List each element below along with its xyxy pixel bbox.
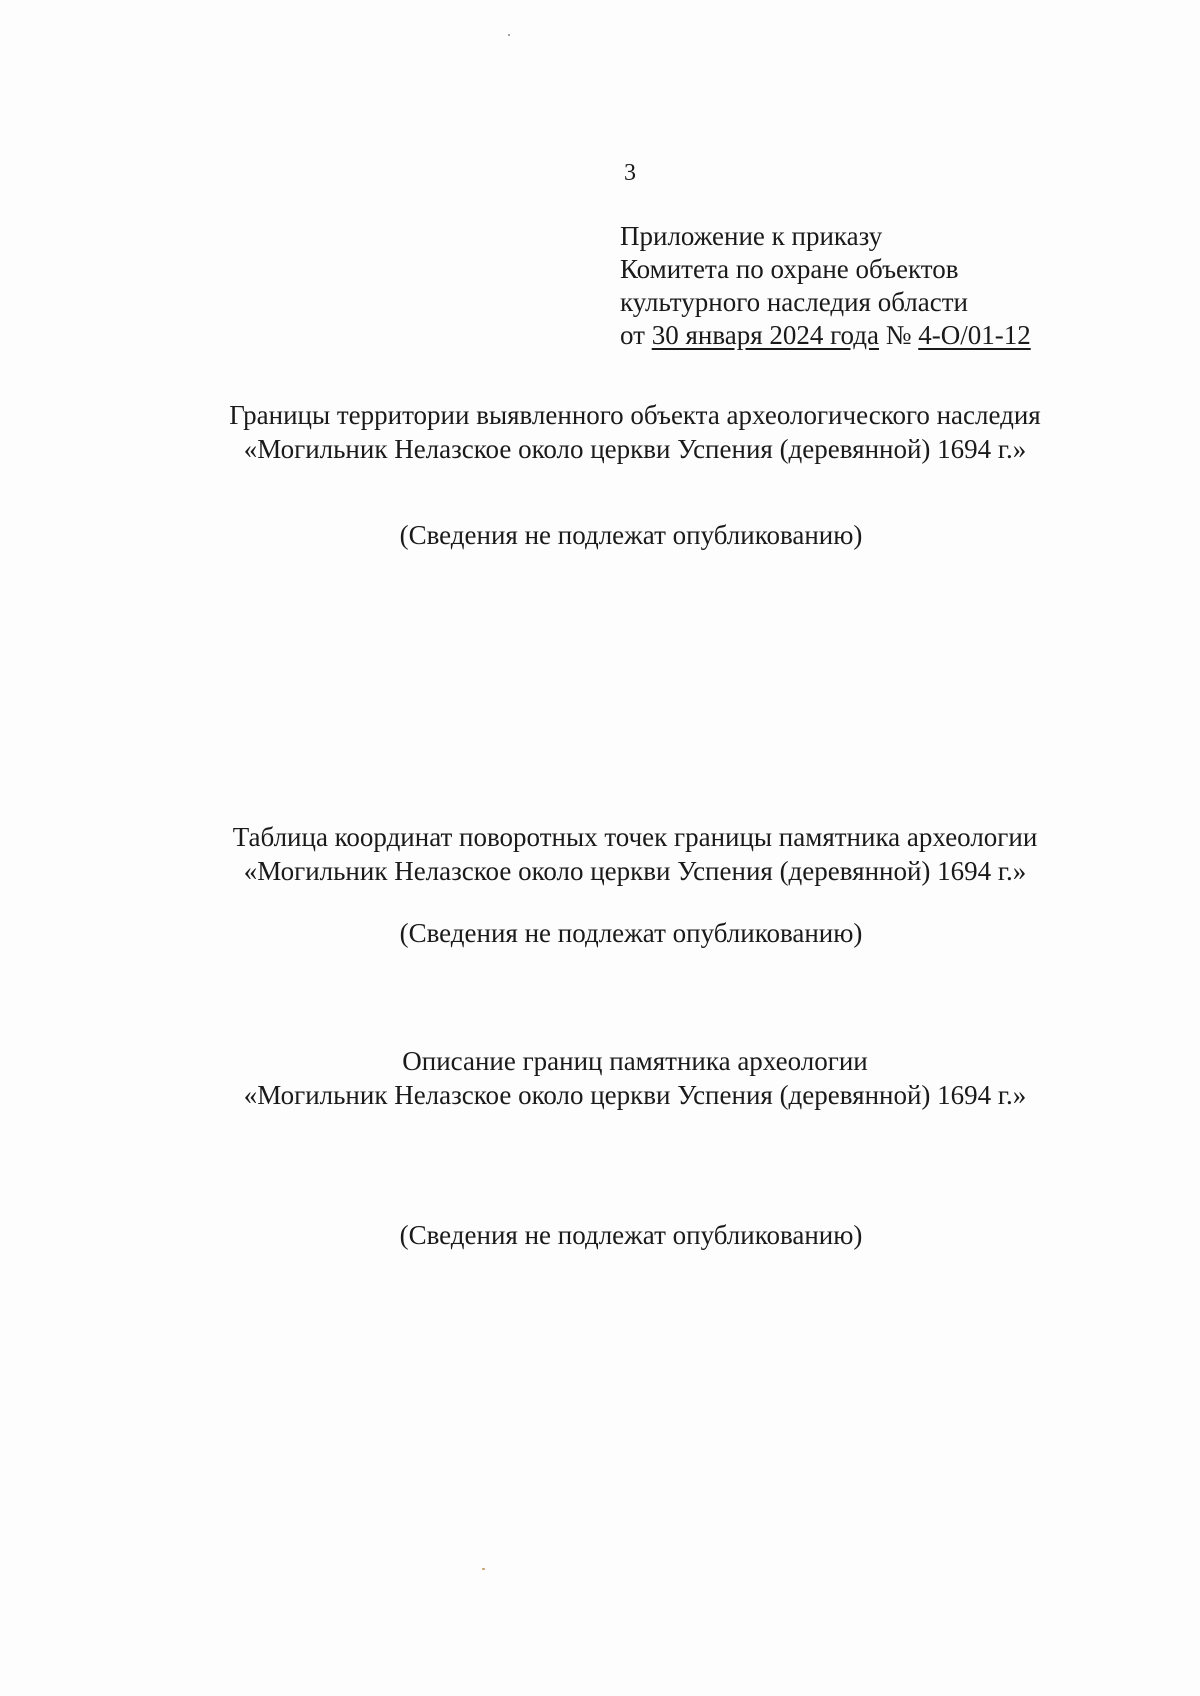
section-boundaries-title-line-2: «Могильник Нелазское около церкви Успения (деревянной) 1694 г.» bbox=[243, 434, 1027, 464]
appendix-line-1: Приложение к приказу bbox=[620, 221, 883, 251]
page-number: 3 bbox=[624, 160, 636, 186]
scan-speck bbox=[482, 1568, 485, 1570]
appendix-line-2: Комитета по охране объектов bbox=[620, 254, 959, 284]
appendix-line-3: культурного наследия области bbox=[620, 287, 968, 317]
section-description-title-line-2: «Могильник Нелазское около церкви Успения (деревянной) 1694 г.» bbox=[243, 1080, 1027, 1110]
order-date: 30 января 2024 года bbox=[651, 320, 879, 350]
appendix-date-prefix: от bbox=[620, 320, 652, 350]
section-description-title bbox=[0, 1044, 1200, 1112]
section-coordinates-title-line-1: Таблица координат поворотных точек границы памятника археологии bbox=[232, 822, 1038, 852]
section-description-note: (Сведения не подлежат опубликованию) bbox=[399, 1220, 863, 1250]
section-boundaries-title-line-1: Границы территории выявленного объекта археологического наследия bbox=[229, 400, 1041, 430]
section-boundaries-title bbox=[0, 398, 1200, 466]
section-description-title-line-1: Описание границ памятника археологии bbox=[402, 1046, 868, 1076]
section-coordinates-title-line-2: «Могильник Нелазское около церкви Успения (деревянной) 1694 г.» bbox=[243, 856, 1027, 886]
appendix-line-4 bbox=[620, 319, 1031, 352]
order-number: 4-О/01-12 bbox=[918, 320, 1031, 350]
section-coordinates-note: (Сведения не подлежат опубликованию) bbox=[399, 918, 863, 948]
section-boundaries-note: (Сведения не подлежат опубликованию) bbox=[399, 520, 863, 550]
appendix-header bbox=[620, 220, 1031, 352]
number-sign: № bbox=[878, 320, 919, 350]
section-coordinates-title bbox=[0, 820, 1200, 888]
scan-speck bbox=[508, 34, 510, 36]
